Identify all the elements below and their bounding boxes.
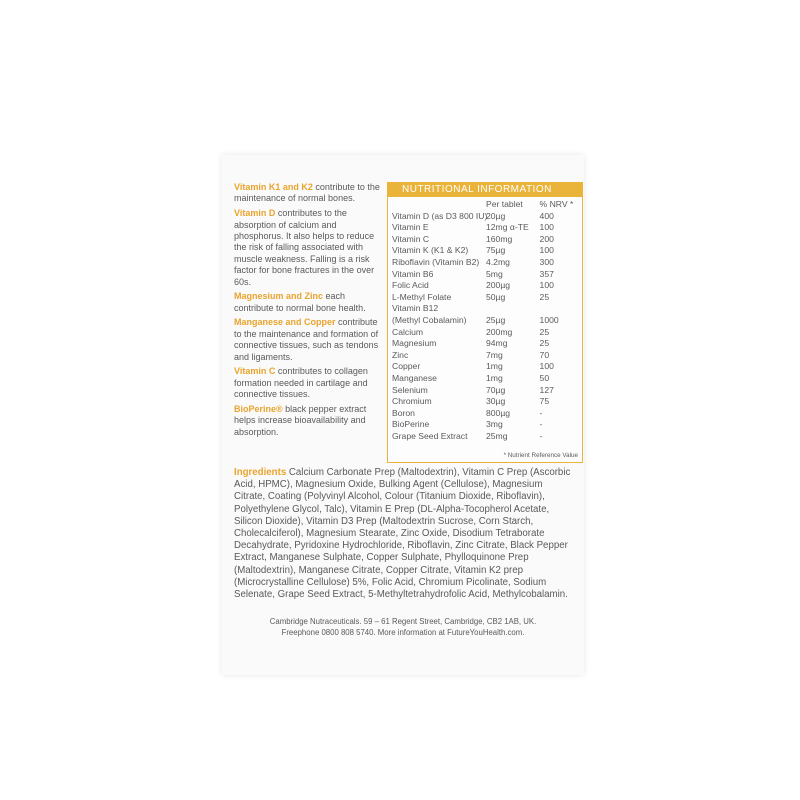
nutrient-name: L-Methyl Folate (392, 291, 452, 302)
nutrient-name: Vitamin C (392, 233, 430, 244)
nutrition-row (388, 315, 582, 327)
benefit-highlight: Magnesium and Zinc (234, 291, 324, 302)
nutrient-nrv: 25 (539, 291, 550, 302)
nutrient-nrv: 25 (539, 326, 550, 337)
nutrient-name: Vitamin B6 (392, 268, 434, 279)
nutrient-name: (Methyl Cobalamin) (392, 314, 467, 325)
nutrient-amount: 200mg (486, 326, 513, 337)
benefit-vitamin-c (234, 366, 386, 400)
header-nrv: % NRV * (539, 199, 574, 209)
nutrition-row (388, 373, 582, 385)
benefit-text: black pepper extract helps increase bioavailability and absorption. (234, 403, 367, 437)
nutrient-amount: 50µg (486, 291, 506, 302)
benefit-highlight: BioPerine® (234, 403, 283, 414)
nutrient-name: Vitamin E (392, 222, 429, 233)
company-address: Cambridge Nutraceuticals. 59 – 61 Regent Street, Cambridge, CB2 1AB, UK. (269, 617, 537, 626)
nutrient-amount: 70µg (486, 384, 506, 395)
nutrient-amount (486, 303, 540, 315)
nutrition-row (388, 269, 582, 281)
nutrient-nrv: - (539, 430, 543, 441)
nutrient-nrv: 100 (539, 280, 554, 291)
nutrient-nrv: 127 (539, 384, 554, 395)
benefit-bioperine (234, 404, 386, 438)
nutrient-name: Calcium (392, 326, 424, 337)
nutrition-row (388, 222, 582, 234)
nutritional-information-title: NUTRITIONAL INFORMATION (388, 183, 582, 197)
nutrient-name: Boron (392, 407, 415, 418)
benefit-manganese-copper (234, 317, 386, 363)
nutrient-name: Manganese (392, 372, 437, 383)
nutrient-name: Chromium (392, 396, 432, 407)
nutrient-amount: 30µg (486, 396, 506, 407)
nutrient-name: Selenium (392, 384, 428, 395)
ingredients-text: Calcium Carbonate Prep (Maltodextrin), Vitamin C Prep (Ascorbic Acid, HPMC), Magnesium Oxide, Bulking Agent (Cellulose), Magnesium Citrate, Coating (Polyvinyl Alcohol, Colour (Titanium Dioxide, Riboflavin), Polyethylene Glycol, Talc), Vitamin E Prep (DL-Alpha-Tocopherol Acetate, Silicon Dioxide), Vitamin D3 Prep (Maltodextrin Sucrose, Corn Starch, Cholecalciferol), Magnesium Stearate, Zinc Oxide, Disodium Tetraborate Decahydrate, Pyridoxine Hydrochloride, Riboflavin, Zinc Citrate, Black Pepper Extract, Manganese Sulphate, Copper Sulphate, Phylloquinone Prep (Maltodextrin), Manganese Citrate, Copper Citrate, Vitamin K2 prep (Microcrystalline Cellulose) 5%, Folic Acid, Chromium Picolinate, Sodium Selenate, Grape Seed Extract, 5-Methyltetrahydrofolic Acid, Methylcobalamin. (234, 467, 571, 601)
nutrient-name: Vitamin K (K1 & K2) (392, 245, 469, 256)
nutrient-nrv: 300 (539, 256, 554, 267)
nutrition-row (388, 396, 582, 408)
nutrition-row (388, 292, 582, 304)
nutrient-amount: 7mg (486, 349, 503, 360)
nutrition-row (388, 361, 582, 373)
nutrient-nrv: 200 (539, 233, 554, 244)
nutrient-nrv: 75 (539, 396, 550, 407)
benefit-magnesium-zinc (234, 291, 386, 314)
nutrition-row (388, 327, 582, 339)
benefits-column (234, 182, 386, 441)
header-per-tablet: Per tablet (486, 199, 523, 209)
nutrient-amount: 75µg (486, 245, 506, 256)
nutrient-amount: 20µg (486, 210, 506, 221)
nutrition-row (388, 350, 582, 362)
nutrition-row (388, 234, 582, 246)
nutrient-nrv: 100 (539, 361, 554, 372)
nutrition-row (388, 408, 582, 420)
nutrient-name: Vitamin D (as D3 800 IU) (392, 210, 488, 221)
nutrition-row (388, 338, 582, 350)
nrv-footnote: * Nutrient Reference Value (503, 452, 578, 459)
nutrition-rows (388, 211, 582, 443)
benefit-text: each contribute to normal bone health. (234, 291, 366, 313)
nutrient-amount: 5mg (486, 268, 503, 279)
nutrient-nrv: 25 (539, 338, 550, 349)
nutrition-row (388, 303, 582, 315)
nutrition-row (388, 245, 582, 257)
nutrient-amount: 160mg (486, 233, 513, 244)
nutrient-name: Copper (392, 361, 421, 372)
company-contact: Freephone 0800 808 5740. More information at FutureYouHealth.com. (281, 628, 525, 638)
nutrient-nrv: 100 (539, 222, 554, 233)
nutrient-nrv: - (539, 419, 543, 430)
nutrient-name: BioPerine (392, 419, 430, 430)
nutrient-amount: 25mg (486, 430, 508, 441)
nutrition-header-row (388, 197, 582, 211)
nutrient-amount: 800µg (486, 407, 511, 418)
nutrient-amount: 4.2mg (486, 256, 510, 267)
nutrient-nrv: 400 (539, 210, 554, 221)
ingredients-block (234, 467, 576, 601)
nutrition-table (388, 197, 582, 442)
nutritional-information-panel (387, 182, 583, 463)
nutrient-amount: 12mg α-TE (486, 222, 529, 233)
product-label-card (222, 155, 584, 675)
benefit-highlight: Vitamin C (234, 366, 276, 377)
benefit-highlight: Vitamin D (234, 208, 276, 219)
nutrient-nrv: 100 (539, 245, 554, 256)
nutrient-nrv: 50 (539, 372, 550, 383)
benefit-text: contribute to the maintenance and formation of connective tissues, such as tendons and ligaments. (234, 317, 379, 362)
company-info (222, 616, 584, 639)
nutrient-nrv: 1000 (539, 314, 559, 325)
nutrient-amount: 3mg (486, 419, 503, 430)
nutrition-row (388, 257, 582, 269)
nutrient-nrv: 357 (539, 268, 554, 279)
benefit-text: contributes to the absorption of calcium and phosphorus. It also helps to reduce the risk of falling associated with muscle weakness. Falling is a risk factor for bone fractures in the over 60s. (234, 208, 375, 287)
nutrient-name: Riboflavin (Vitamin B2) (392, 256, 480, 267)
nutrition-row (388, 280, 582, 292)
nutrition-row (388, 385, 582, 397)
nutrient-amount: 1mg (486, 361, 503, 372)
benefit-vitamin-k (234, 182, 386, 205)
nutrition-row (388, 419, 582, 431)
benefit-highlight: Manganese and Copper (234, 317, 336, 328)
nutrient-name: Magnesium (392, 338, 437, 349)
nutrient-nrv: 70 (539, 349, 550, 360)
nutrition-row (388, 211, 582, 223)
nutrient-amount: 25µg (486, 314, 506, 325)
nutrient-name: Zinc (392, 349, 409, 360)
nutrient-nrv (540, 303, 582, 315)
nutrient-name: Folic Acid (392, 280, 429, 291)
nutrient-amount: 1mg (486, 372, 503, 383)
nutrient-nrv: - (539, 407, 543, 418)
benefit-text: contributes to collagen formation needed in cartilage and connective tissues. (234, 366, 368, 400)
benefit-text: contribute to the maintenance of normal bones. (234, 182, 380, 204)
nutrient-amount: 94mg (486, 338, 508, 349)
ingredients-label: Ingredients (234, 467, 287, 478)
nutrient-name: Vitamin B12 (392, 303, 439, 314)
benefit-vitamin-d (234, 208, 386, 288)
header-nutrient (388, 197, 486, 211)
nutrition-row (388, 431, 582, 443)
benefit-highlight: Vitamin K1 and K2 (234, 182, 313, 192)
nutrient-name: Grape Seed Extract (392, 430, 468, 441)
nutrient-amount: 200µg (486, 280, 511, 291)
